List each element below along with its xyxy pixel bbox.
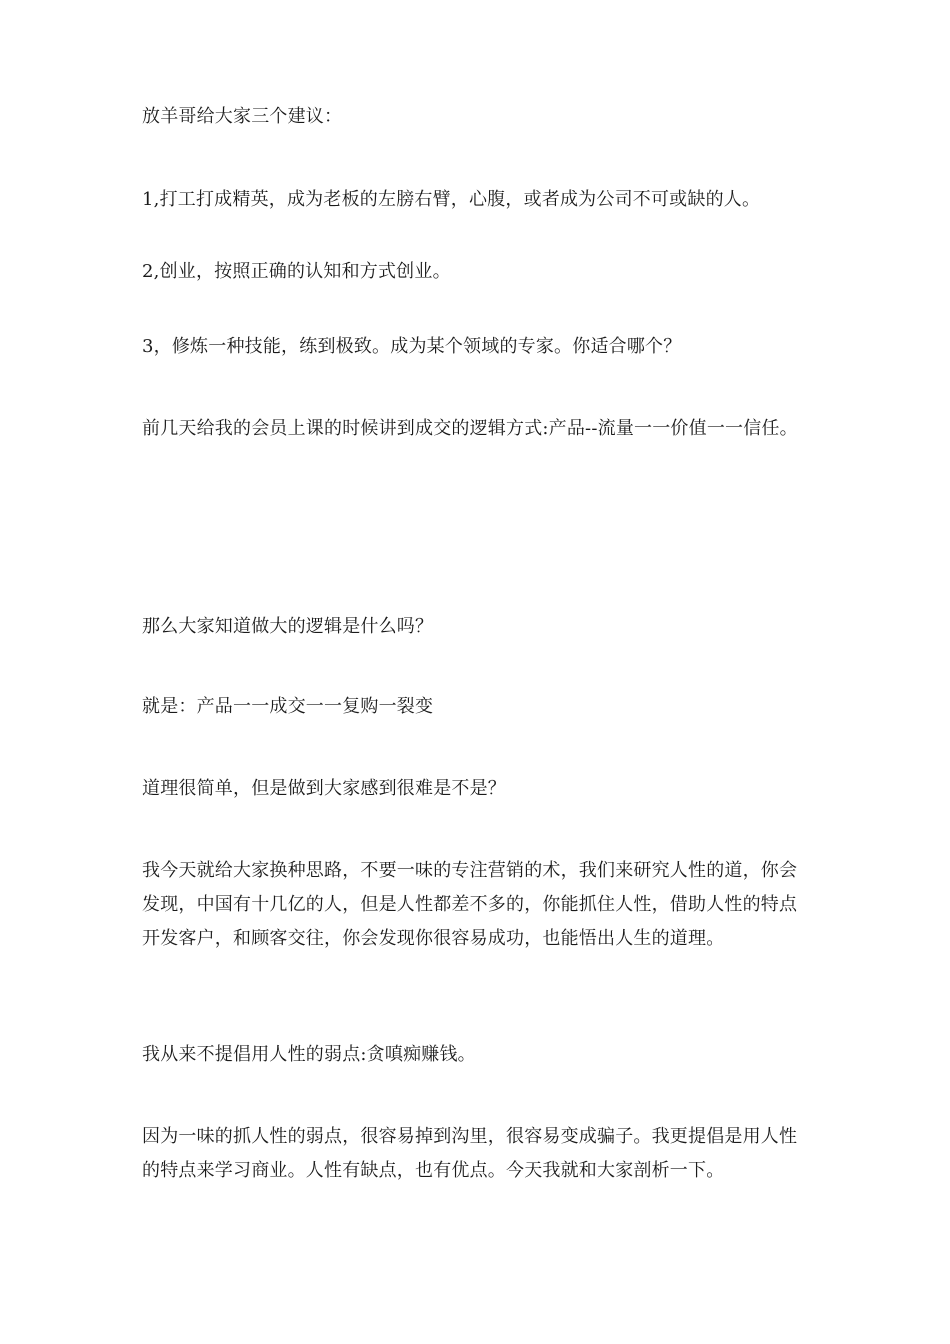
paragraph-conclusion: 因为一味的抓人性的弱点，很容易掉到沟里，很容易变成骗子。我更提倡是用人性的特点来学习商业。人性有缺点，也有优点。今天我就和大家剖析一下。	[142, 1126, 798, 1181]
paragraph-intro: 放羊哥给大家三个建议：	[142, 106, 343, 127]
paragraph-human-nature: 我今天就给大家换种思路，不要一味的专注营销的术，我们来研究人性的道，你会发现，中国有十几亿的人，但是人性都差不多的，你能抓住人性，借助人性的特点开发客户，和顾客交往，你会发现你很容易成功，也能悟出人生的道理。	[142, 860, 798, 949]
paragraph-deal-logic: 前几天给我的会员上课的时候讲到成交的逻辑方式:产品--流量一一价值一一信任。	[142, 418, 798, 439]
paragraph-suggestion-1: 1,打工打成精英，成为老板的左膀右臂，心腹，或者成为公司不可或缺的人。	[142, 189, 761, 210]
paragraph-difficulty: 道理很简单，但是做到大家感到很难是不是？	[142, 778, 506, 799]
paragraph-suggestion-2: 2,创业，按照正确的认知和方式创业。	[142, 261, 451, 282]
paragraph-suggestion-3: 3，修炼一种技能，练到极致。成为某个领域的专家。你适合哪个？	[142, 336, 682, 357]
paragraph-question: 那么大家知道做大的逻辑是什么吗？	[142, 616, 434, 637]
paragraph-weakness: 我从来不提倡用人性的弱点:贪嗔痴赚钱。	[142, 1044, 476, 1065]
paragraph-answer: 就是：产品一一成交一一复购一裂变	[142, 696, 434, 717]
